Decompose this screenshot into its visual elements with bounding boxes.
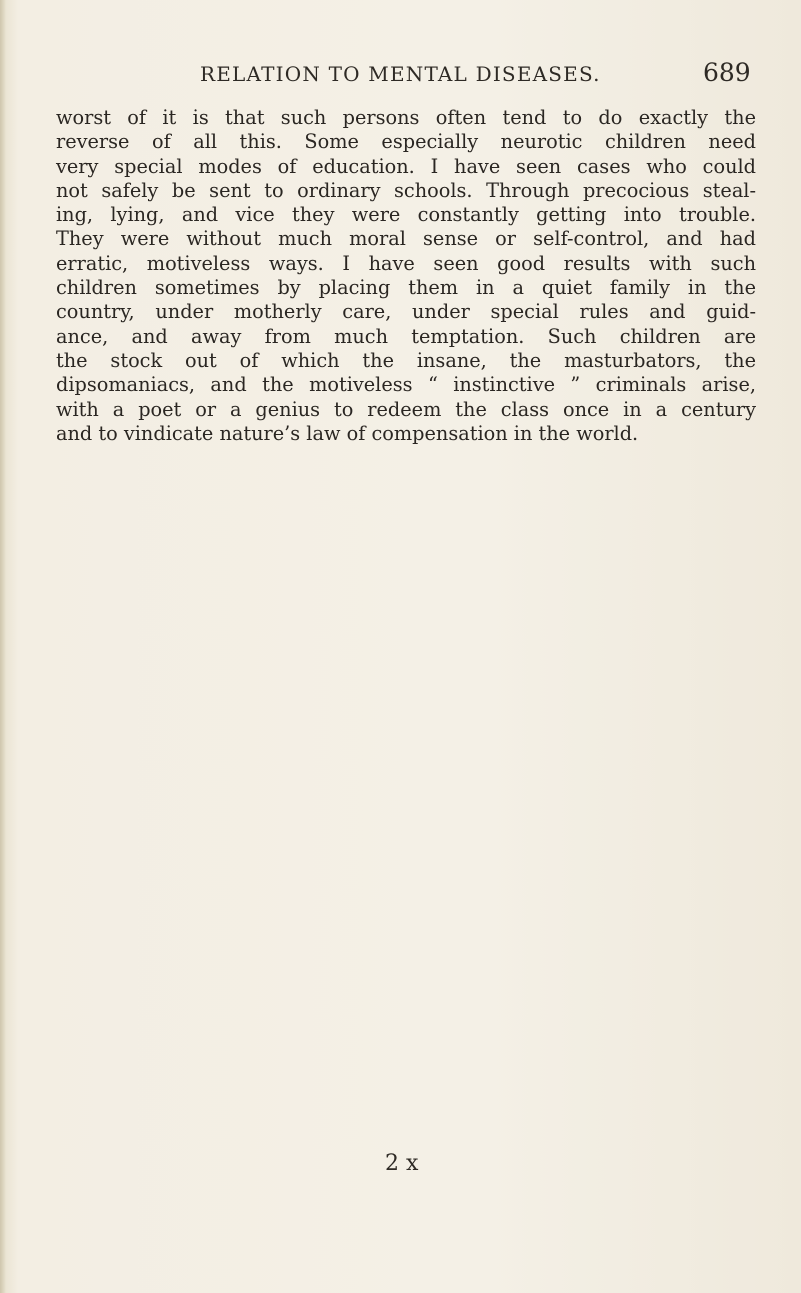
text-line: not safely be sent to ordinary schools. Through precocious steal- xyxy=(56,178,756,202)
text-line: very special modes of education. I have seen cases who could xyxy=(56,154,756,178)
running-title: RELATION TO MENTAL DISEASES. xyxy=(200,62,601,86)
text-line: reverse of all this. Some especially neurotic children need xyxy=(56,130,756,154)
text-line: the stock out of which the insane, the masturbators, the xyxy=(56,348,756,372)
text-line: worst of it is that such persons often tend to do exactly the xyxy=(56,106,756,129)
text-line: ance, and away from much temptation. Such children are xyxy=(56,324,756,348)
body-paragraph xyxy=(56,106,756,446)
page-number: 689 xyxy=(703,58,751,87)
text-line: They were without much moral sense or self-control, and had xyxy=(56,227,756,251)
signature-mark: 2 x xyxy=(385,1151,419,1176)
text-line: dipsomaniacs, and the motiveless “ instinctive ” criminals arise, xyxy=(56,373,756,397)
text-line: children sometimes by placing them in a quiet family in the xyxy=(56,276,756,300)
text-line-last: and to vindicate nature’s law of compensation in the world. xyxy=(56,421,639,445)
text-line: erratic, motiveless ways. I have seen good results with such xyxy=(56,251,756,275)
page-binding-edge xyxy=(0,0,6,1293)
text-line: ing, lying, and vice they were constantly getting into trouble. xyxy=(56,203,756,227)
text-line: with a poet or a genius to redeem the class once in a century xyxy=(56,397,756,421)
text-line: country, under motherly care, under special rules and guid- xyxy=(56,300,756,324)
